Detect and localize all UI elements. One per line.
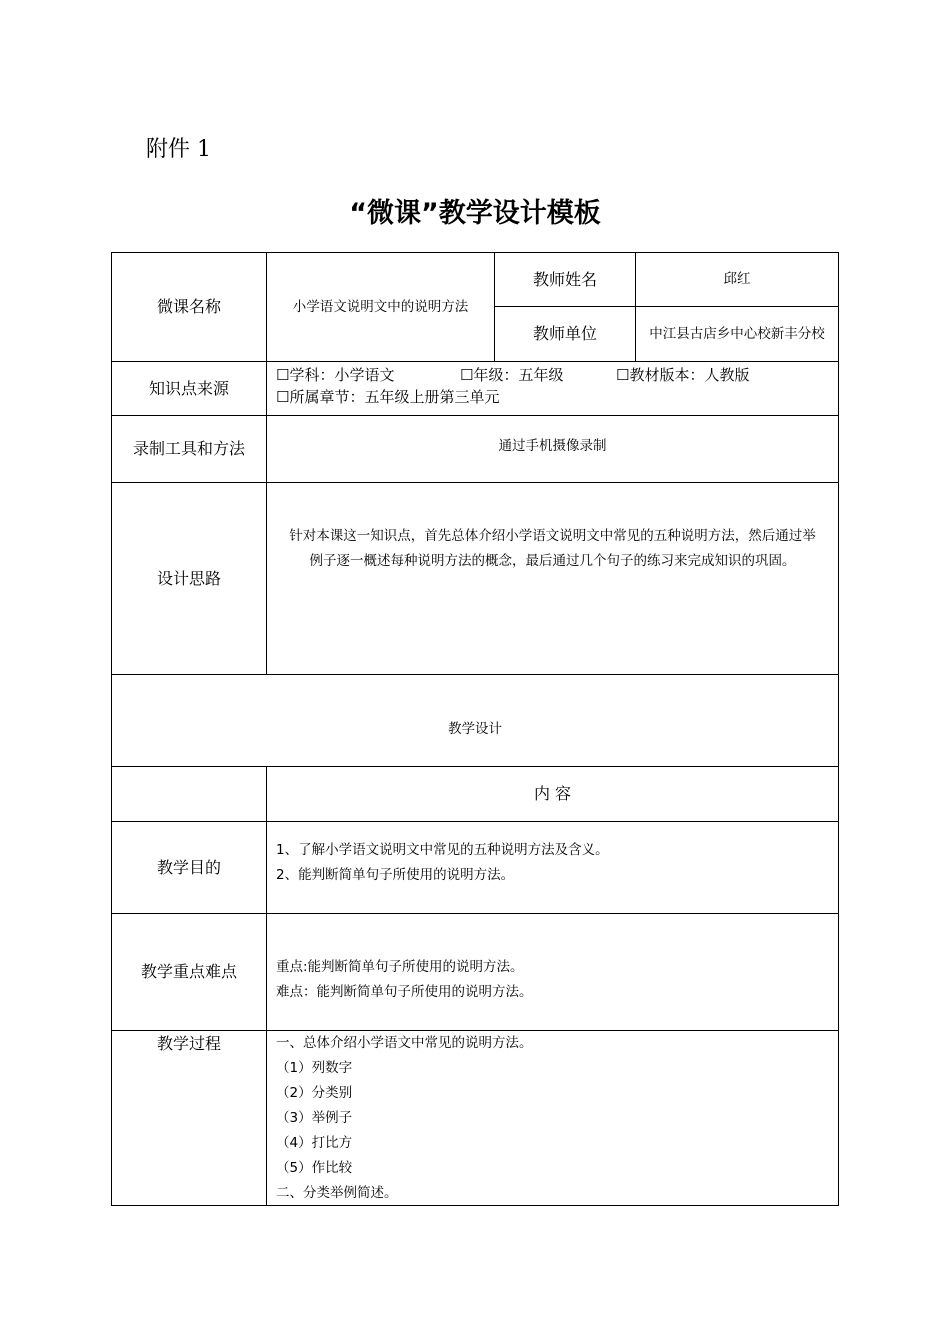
attachment-number: 1 [197, 137, 212, 162]
page-title: “微课”教学设计模板 [349, 198, 601, 229]
knowledge-source-details [276, 364, 836, 414]
teacher-name-value: 邱红 [723, 271, 751, 287]
micro-course-name-label: 微课名称 [156, 297, 221, 316]
recording-label: 录制工具和方法 [132, 439, 245, 458]
attachment-label [146, 134, 211, 166]
process-list [276, 1031, 836, 1205]
teacher-unit-value: 中江县古店乡中心校新丰分校 [649, 325, 825, 342]
key-point-item: 难点：能判断简单句子所使用的说明方法。 [276, 984, 533, 1000]
process-label: 教学过程 [156, 1034, 221, 1053]
key-points-list [276, 955, 836, 1015]
process-item: （4）打比方 [276, 1135, 353, 1151]
teaching-design-label: 教学设计 [448, 720, 502, 737]
process-item: （5）作比较 [276, 1160, 353, 1176]
objective-item: 1、了解小学语文说明文中常见的五种说明方法及含义。 [276, 842, 609, 858]
table-line [266, 766, 267, 1206]
table-line [111, 674, 839, 675]
knowledge-source-chapter: ☐所属章节：五年级上册第三单元 [276, 388, 500, 406]
teacher-unit-label: 教师单位 [532, 324, 597, 343]
knowledge-source-label: 知识点来源 [148, 378, 229, 398]
objective-item: 2、能判断简单句子所使用的说明方法。 [276, 867, 515, 883]
table-line [838, 252, 839, 1206]
key-point-item: 重点:能判断简单句子所使用的说明方法。 [276, 959, 524, 975]
knowledge-source-edition: ☐教材版本：人教版 [616, 366, 750, 384]
attachment-text: 附件 [146, 137, 191, 162]
design-idea-line: 针对本课这一知识点，首先总体介绍小学语文说明文中常见的五种说明方法，然后通过举 [289, 528, 816, 544]
design-idea-text [267, 524, 838, 574]
process-item: （3）举例子 [276, 1110, 353, 1126]
teacher-name-label: 教师姓名 [532, 269, 597, 289]
design-idea-label: 设计思路 [156, 568, 221, 588]
content-header: 内 容 [533, 784, 572, 803]
knowledge-source-subject: ☐学科：小学语文 [276, 366, 395, 384]
process-item: （1）列数字 [276, 1060, 353, 1076]
knowledge-source-grade: ☐年级：五年级 [460, 366, 564, 384]
design-idea-line: 例子逐一概述每种说明方法的概念，最后通过几个句子的练习来完成知识的巩固。 [309, 553, 796, 569]
objective-list [276, 838, 836, 898]
process-item: 一、总体介绍小学语文中常见的说明方法。 [276, 1035, 533, 1051]
objective-label: 教学目的 [156, 857, 221, 877]
process-item: （2）分类别 [276, 1085, 353, 1101]
key-points-label: 教学重点难点 [140, 962, 237, 981]
process-item: 二、分类举例简述。 [276, 1185, 398, 1201]
micro-course-name-value: 小学语文说明文中的说明方法 [292, 298, 469, 315]
recording-value: 通过手机摄像录制 [498, 437, 607, 454]
